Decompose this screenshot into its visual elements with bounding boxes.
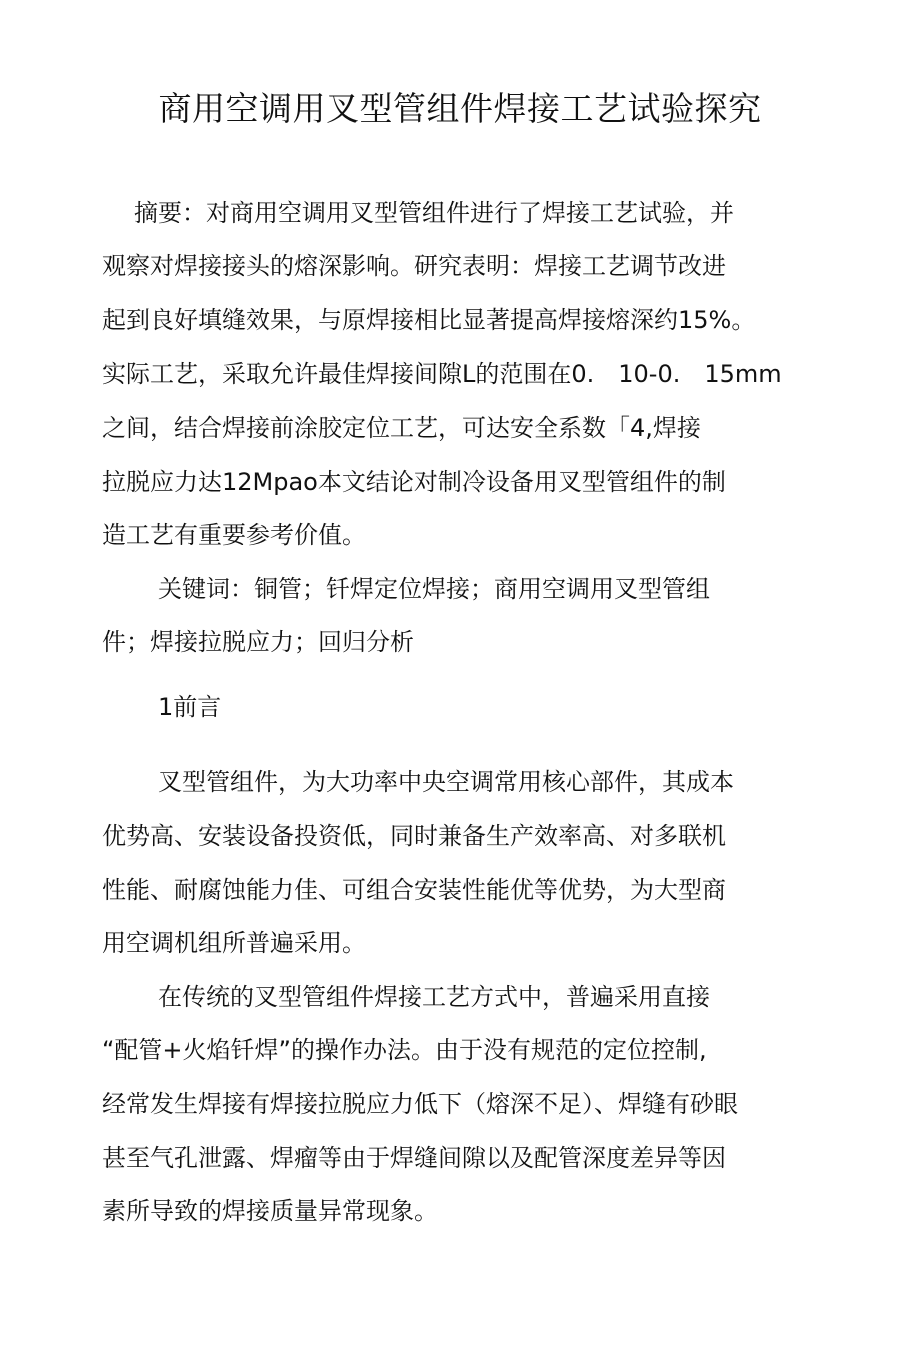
abstract-line-3: 起到良好填缝效果，与原焊接相比显著提高焊接熔深约15%。 — [102, 306, 756, 334]
abstract-line-7: 造工艺有重要参考价值。 — [102, 521, 366, 549]
paragraph2-line-1: 在传统的叉型管组件焊接工艺方式中，普遍采用直接 — [158, 983, 710, 1011]
paragraph1-line-4: 用空调机组所普遍采用。 — [102, 929, 366, 957]
paragraph2-line-2: “配管+火焰钎焊”的操作办法。由于没有规范的定位控制, — [102, 1036, 707, 1064]
abstract-line-2: 观察对焊接接头的熔深影响。研究表明：焊接工艺调节改进 — [102, 252, 726, 280]
paragraph2-line-4: 甚至气孔泄露、焊瘤等由于焊缝间隙以及配管深度差异等因 — [102, 1144, 726, 1172]
paragraph1-line-2: 优势高、安装设备投资低，同时兼备生产效率高、对多联机 — [102, 822, 726, 850]
abstract-line-6: 拉脱应力达12Mpao本文结论对制冷设备用叉型管组件的制 — [102, 468, 726, 496]
paragraph1-line-3: 性能、耐腐蚀能力佳、可组合安装性能优等优势，为大型商 — [102, 876, 726, 904]
abstract-line-4: 实际工艺，采取允许最佳焊接间隙L的范围在0. 10-0. 15mm — [102, 360, 782, 388]
document-title: 商用空调用叉型管组件焊接工艺试验探究 — [158, 89, 762, 128]
paragraph2-line-3: 经常发生焊接有焊接拉脱应力低下（熔深不足）、焊缝有砂眼 — [102, 1090, 738, 1118]
abstract-line-5: 之间，结合焊接前涂胶定位工艺，可达安全系数「4,焊接 — [102, 414, 701, 442]
abstract-line-1: 摘要：对商用空调用叉型管组件进行了焊接工艺试验，并 — [134, 199, 734, 227]
section-heading: 1前言 — [158, 693, 222, 721]
paragraph1-line-1: 叉型管组件，为大功率中央空调常用核心部件，其成本 — [158, 768, 734, 796]
keywords-line-2: 件；焊接拉脱应力；回归分析 — [102, 628, 414, 656]
paragraph2-line-5: 素所导致的焊接质量异常现象。 — [102, 1197, 438, 1225]
keywords-line-1: 关键词：铜管；钎焊定位焊接；商用空调用叉型管组 — [158, 575, 710, 603]
